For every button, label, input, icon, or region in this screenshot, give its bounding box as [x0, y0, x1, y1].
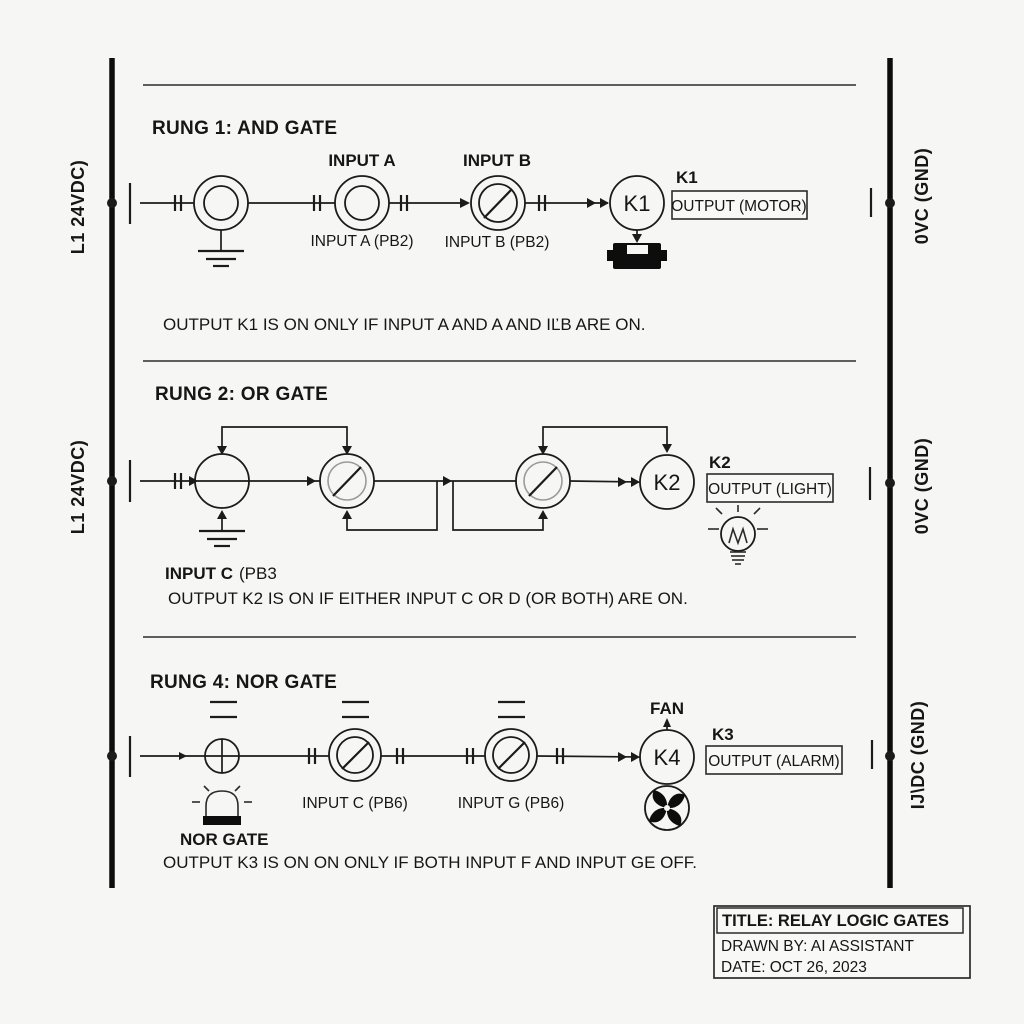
rung1-header: RUNG 1: AND GATE — [152, 118, 338, 139]
coil-k4-text: K4 — [653, 745, 681, 770]
rung2-contact-2 — [320, 454, 374, 508]
coil-k2-text: K2 — [653, 470, 681, 495]
siren-icon — [192, 786, 252, 825]
up-arrow — [663, 718, 671, 727]
input-b-label: INPUT B — [463, 151, 531, 170]
rung2-input-note: INPUT C (PB3 — [165, 564, 277, 583]
right-rail-label-bottom: IJ\DC (GND) — [908, 700, 928, 810]
rung4-header: RUNG 4: NOR GATE — [150, 672, 338, 693]
or-top-branch-1 — [222, 427, 347, 450]
or-top-branch-2 — [543, 427, 667, 450]
rung2-header: RUNG 2: OR GATE — [155, 384, 329, 405]
title-block-date: DATE: OCT 26, 2023 — [721, 959, 867, 976]
rung1-caption: OUTPUT K1 IS ON ONLY IF INPUT A AND A AND IĽB ARE ON. — [163, 315, 646, 334]
flow-arrow — [618, 752, 627, 762]
rung1-contact-1 — [194, 176, 248, 266]
left-rail-label-mid: L1 24VDC) — [68, 439, 88, 535]
left-rail-node-rung4 — [107, 751, 117, 761]
title-block-title: TITLE: RELAY LOGIC GATES — [722, 912, 950, 930]
title-block — [714, 906, 970, 978]
flow-arrow — [460, 198, 470, 208]
coil-k3-ref-label: K3 — [712, 725, 734, 744]
flow-arrow — [179, 752, 187, 760]
output-motor-label: OUTPUT (MOTOR) — [671, 198, 807, 215]
flow-arrow — [631, 752, 640, 762]
left-rail-node-rung2 — [107, 476, 117, 486]
coil-k2-ref-label: K2 — [709, 453, 731, 472]
flow-arrow — [189, 476, 198, 486]
coil-k1-text: K1 — [623, 191, 651, 216]
light-bulb-icon — [708, 505, 768, 564]
output-light-label: OUTPUT (LIGHT) — [708, 481, 832, 498]
title-block-drawn-by: DRAWN BY: AI ASSISTANT — [721, 938, 914, 955]
right-rail-node-rung4 — [885, 751, 895, 761]
rung4-input-c-contact — [302, 729, 408, 812]
right-rail-label-mid: 0VC (GND) — [912, 437, 932, 535]
input-a-label: INPUT A — [328, 151, 396, 170]
flow-arrow — [600, 198, 609, 208]
rung2-contact-1 — [195, 454, 249, 546]
right-rail-label-top: 0VC (GND) — [912, 147, 932, 245]
input-a-sub-label: INPUT A (PB2) — [310, 233, 414, 250]
flow-arrow — [587, 198, 596, 208]
right-rail-node-rung1 — [885, 198, 895, 208]
rung1-output-box — [671, 191, 807, 219]
rung2-or-gate — [107, 384, 895, 608]
rung1-coil-k1 — [610, 176, 664, 230]
input-c-sub-label: INPUT C (PB6) — [302, 795, 408, 812]
output-alarm-label: OUTPUT (ALARM) — [708, 753, 840, 770]
rung4-coil-k4 — [640, 730, 694, 784]
up-arrow — [538, 510, 548, 519]
flow-arrow — [307, 476, 316, 486]
fan-label: FAN — [650, 699, 684, 718]
rung4-nor-gate — [107, 672, 895, 872]
right-rail-node-rung2 — [885, 478, 895, 488]
rung2-output-box — [707, 474, 833, 502]
left-rail-label-top: L1 24VDC) — [68, 159, 88, 255]
rung1-input-a-contact — [310, 151, 413, 250]
junction-arrow — [443, 476, 452, 486]
rung2-caption: OUTPUT K2 IS ON IF EITHER INPUT C OR D (OR BOTH) ARE ON. — [168, 589, 688, 608]
down-arrow — [632, 234, 642, 243]
rung4-caption: OUTPUT K3 IS ON ON ONLY IF BOTH INPUT F AND INPUT GE OFF. — [163, 853, 698, 872]
rung2-contact-3 — [516, 454, 570, 508]
rung1-and-gate — [107, 118, 895, 334]
input-b-sub-label: INPUT B (PB2) — [444, 234, 550, 251]
break-marks — [210, 702, 525, 717]
coil-k1-ref-label: K1 — [676, 168, 698, 187]
rung4-input-g-contact — [458, 729, 565, 812]
down-arrow — [662, 444, 672, 453]
rung4-output-box — [706, 746, 842, 774]
nor-gate-label: NOR GATE — [180, 830, 269, 849]
flow-arrow — [631, 477, 640, 487]
flow-arrow — [618, 477, 627, 487]
input-g-sub-label: INPUT G (PB6) — [457, 795, 565, 812]
left-rail-node-rung1 — [107, 198, 117, 208]
rung2-coil-k2 — [640, 455, 694, 509]
fan-icon — [645, 786, 689, 830]
motor-icon — [607, 243, 667, 269]
